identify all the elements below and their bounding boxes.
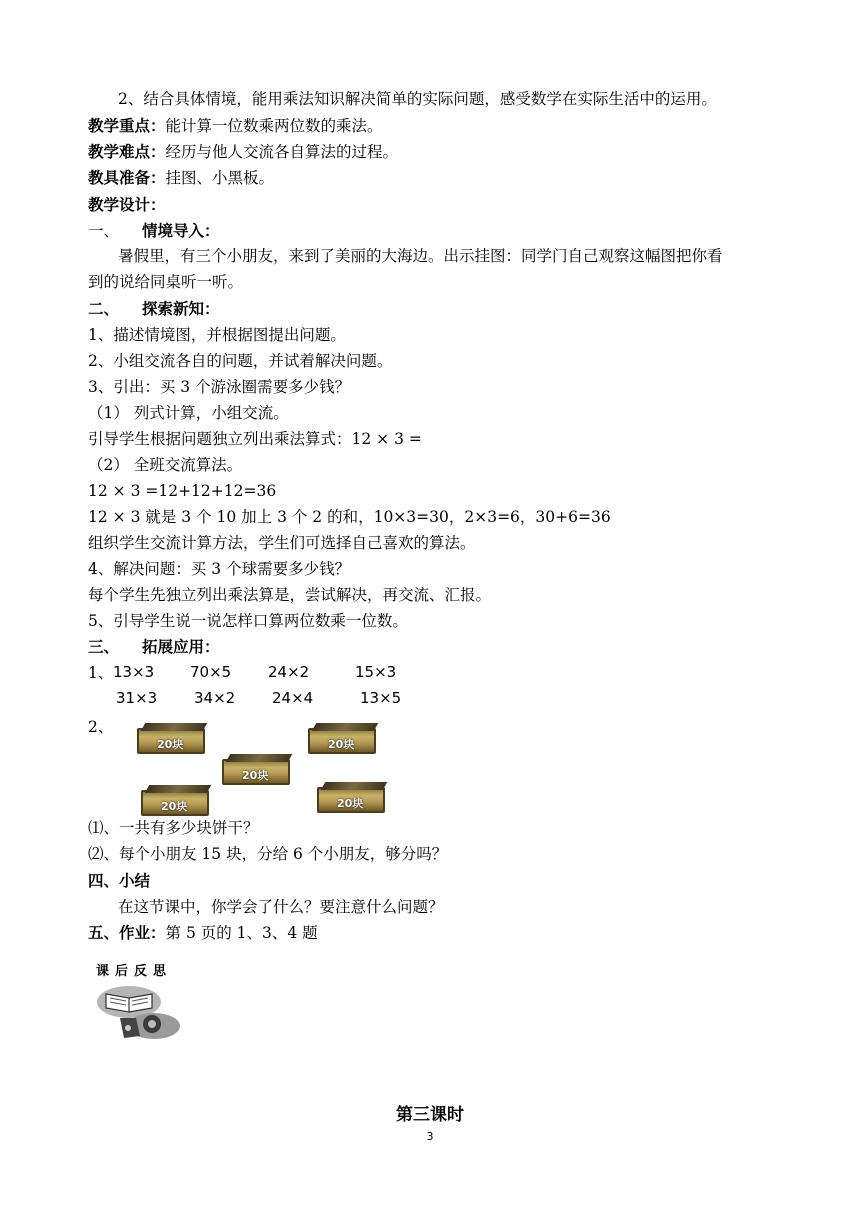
difficulty xyxy=(88,139,398,165)
section-4-text: 在这节课中，你学会了什么？要注意什么问题？ xyxy=(118,898,444,916)
section-2-number: 二、 xyxy=(88,300,120,318)
reflection-title: 课后反思 xyxy=(96,964,173,979)
s2-line: 1、描述情境图，并根据图提出问题。 xyxy=(88,326,346,344)
section-4-heading: 四、小结 xyxy=(88,872,151,890)
section-2-heading xyxy=(88,296,220,322)
key-point xyxy=(88,113,383,139)
s2-line: 引导学生根据问题独立列出乘法算式：12 × 3 = xyxy=(88,430,422,448)
section-5-text: 第 5 页的 1、3、4 题 xyxy=(165,924,318,942)
box-label: 20块 xyxy=(337,797,364,810)
s2-line: 12 × 3 =12+12+12=36 xyxy=(88,482,277,500)
exercise-2-prefix: 2、 xyxy=(88,718,114,736)
book-disc-icon xyxy=(96,984,182,1044)
box-label: 20块 xyxy=(242,769,269,782)
s2-line: （2） 全班交流算法。 xyxy=(88,456,243,474)
goal-2: 2、结合具体情境，能用乘法知识解决简单的实际问题，感受数学在实际生活中的运用。 xyxy=(118,90,717,108)
s2-line: 组织学生交流计算方法，学生们可选择自己喜欢的算法。 xyxy=(88,534,476,552)
biscuit-box-image xyxy=(137,728,205,754)
section-1-para-1: 暑假里，有三个小朋友，来到了美丽的大海边。出示挂图：同学门自己观察这幅图把你看 xyxy=(118,247,723,265)
exercise-item: 24×2 xyxy=(268,663,310,681)
box-label: 20块 xyxy=(157,738,184,751)
teaching-aids xyxy=(88,165,274,191)
s2-line: 每个学生先独立列出乘法算是，尝试解决，再交流、汇报。 xyxy=(88,586,492,604)
teaching-aids-text: 挂图、小黑板。 xyxy=(165,169,275,187)
section-1-para-2: 到的说给同桌听一听。 xyxy=(88,273,244,291)
section-1-number: 一、 xyxy=(88,222,120,240)
exercise-item: 13×3 xyxy=(113,663,155,681)
biscuit-box-image xyxy=(317,787,385,813)
section-2-title: 探索新知： xyxy=(142,300,220,318)
exercise-item: 34×2 xyxy=(194,689,236,707)
biscuit-box-image xyxy=(141,790,209,816)
section-3-number: 三、 xyxy=(88,638,120,656)
box-label: 20块 xyxy=(161,800,188,813)
exercise-item: 31×3 xyxy=(116,689,158,707)
section-3-title: 拓展应用： xyxy=(142,638,220,656)
section-3-heading xyxy=(88,634,220,660)
exercise-item: 24×4 xyxy=(272,689,314,707)
page-number: 3 xyxy=(426,1130,434,1143)
exercise-item: 13×5 xyxy=(360,689,402,707)
section-1-heading xyxy=(88,218,220,244)
section-1-title: 情境导入： xyxy=(142,222,220,240)
key-point-text: 能计算一位数乘两位数的乘法。 xyxy=(165,117,383,135)
difficulty-text: 经历与他人交流各自算法的过程。 xyxy=(165,143,399,161)
lesson-title: 第三课时 xyxy=(396,1105,464,1125)
key-point-label: 教学重点： xyxy=(88,117,166,135)
s2-line: （1） 列式计算，小组交流。 xyxy=(88,404,289,422)
s2-line: 2、小组交流各自的问题，并试着解决问题。 xyxy=(88,352,393,370)
section-5-label: 五、作业： xyxy=(88,924,166,942)
box-label: 20块 xyxy=(328,738,355,751)
difficulty-label: 教学难点： xyxy=(88,143,166,161)
biscuit-box-image xyxy=(222,759,290,785)
teaching-aids-label: 教具准备： xyxy=(88,169,166,187)
question-1: ⑴、一共有多少块饼干？ xyxy=(88,819,259,837)
section-5 xyxy=(88,920,318,946)
s2-line: 3、引出：买 3 个游泳圈需要多少钱？ xyxy=(88,378,351,396)
question-2: ⑵、每个小朋友 15 块，分给 6 个小朋友，够分吗？ xyxy=(88,845,448,863)
s2-line: 4、解决问题：买 3 个球需要多少钱？ xyxy=(88,560,351,578)
s2-line: 12 × 3 就是 3 个 10 加上 3 个 2 的和，10×3=30，2×3=6，30+6=36 xyxy=(88,508,611,526)
design-heading: 教学设计： xyxy=(88,196,166,214)
exercise-item: 15×3 xyxy=(355,663,397,681)
biscuit-box-image xyxy=(308,728,376,754)
s2-line: 5、引导学生说一说怎样口算两位数乘一位数。 xyxy=(88,612,408,630)
exercise-1-prefix: 1、 xyxy=(88,664,114,682)
exercise-item: 70×5 xyxy=(190,663,232,681)
